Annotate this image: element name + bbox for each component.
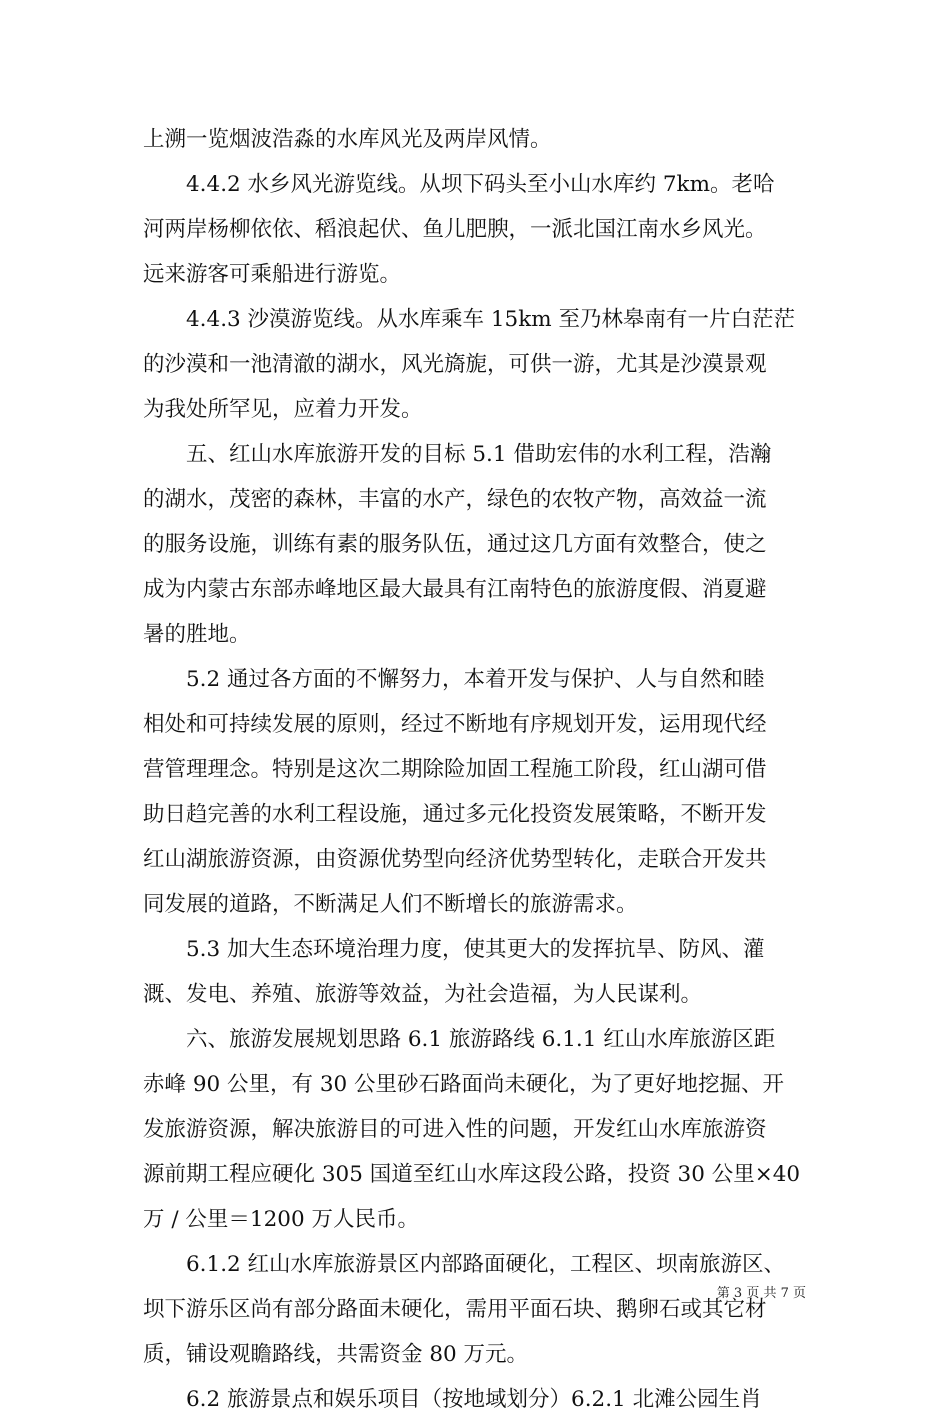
- text-line: 万 / 公里＝1200 万人民币。: [143, 1207, 419, 1232]
- text-line: 质，铺设观瞻路线，共需资金 80 万元。: [143, 1342, 529, 1367]
- text-line: 远来游客可乘船进行游览。: [143, 262, 402, 287]
- text-line: 的服务设施，训练有素的服务队伍，通过这几方面有效整合，使之: [143, 532, 767, 557]
- paragraph-start: 4.4.3 沙漠游览线。从水库乘车 15km 至乃林皋南有一片白茫茫: [186, 307, 795, 332]
- page-number-footer: 第 3 页 共 7 页: [716, 1286, 806, 1301]
- text-line: 上溯一览烟波浩淼的水库风光及两岸风情。: [143, 127, 552, 152]
- text-line: 溉、发电、养殖、旅游等效益，为社会造福，为人民谋利。: [143, 982, 703, 1007]
- paragraph-start: 5.3 加大生态环境治理力度，使其更大的发挥抗旱、防风、灌: [186, 937, 765, 962]
- text-line: 源前期工程应硬化 305 国道至红山水库这段公路，投资 30 公里×40: [143, 1162, 801, 1187]
- paragraph-start: 6.1.2 红山水库旅游景区内部路面硬化，工程区、坝南旅游区、: [186, 1252, 786, 1277]
- document-body: [143, 117, 813, 1422]
- paragraph-start: 4.4.2 水乡风光游览线。从坝下码头至小山水库约 7km。老哈: [186, 172, 775, 197]
- paragraph-start: 5.2 通过各方面的不懈努力，本着开发与保护、人与自然和睦: [186, 667, 765, 692]
- text-line: 赤峰 90 公里，有 30 公里砂石路面尚未硬化，为了更好地挖掘、开: [143, 1072, 785, 1097]
- text-line: 相处和可持续发展的原则，经过不断地有序规划开发，运用现代经: [143, 712, 767, 737]
- text-line: 为我处所罕见，应着力开发。: [143, 397, 423, 422]
- text-line: 成为内蒙古东部赤峰地区最大最具有江南特色的旅游度假、消夏避: [143, 577, 767, 602]
- paragraph-start: 五、红山水库旅游开发的目标 5.1 借助宏伟的水利工程，浩瀚: [186, 442, 772, 467]
- text-line: 同发展的道路，不断满足人们不断增长的旅游需求。: [143, 892, 638, 917]
- text-line: 河两岸杨柳依依、稻浪起伏、鱼儿肥腴，一派北国江南水乡风光。: [143, 217, 767, 242]
- paragraph-start: 六、旅游发展规划思路 6.1 旅游路线 6.1.1 红山水库旅游区距: [186, 1027, 776, 1052]
- text-line: 坝下游乐区尚有部分路面未硬化，需用平面石块、鹅卵石或其它材: [143, 1297, 767, 1322]
- text-line: 的湖水，茂密的森林，丰富的水产，绿色的农牧产物，高效益一流: [143, 487, 767, 512]
- text-line: 红山湖旅游资源，由资源优势型向经济优势型转化，走联合开发共: [143, 847, 767, 872]
- text-line: 发旅游资源，解决旅游目的可进入性的问题，开发红山水库旅游资: [143, 1117, 767, 1142]
- paragraph-start: 6.2 旅游景点和娱乐项目（按地域划分）6.2.1 北滩公园生肖: [186, 1387, 762, 1412]
- text-line: 营管理理念。特别是这次二期除险加固工程施工阶段，红山湖可借: [143, 757, 767, 782]
- text-line: 暑的胜地。: [143, 622, 251, 647]
- text-line: 助日趋完善的水利工程设施，通过多元化投资发展策略，不断开发: [143, 802, 767, 827]
- text-line: 的沙漠和一池清澈的湖水，风光旖旎，可供一游，尤其是沙漠景观: [143, 352, 767, 377]
